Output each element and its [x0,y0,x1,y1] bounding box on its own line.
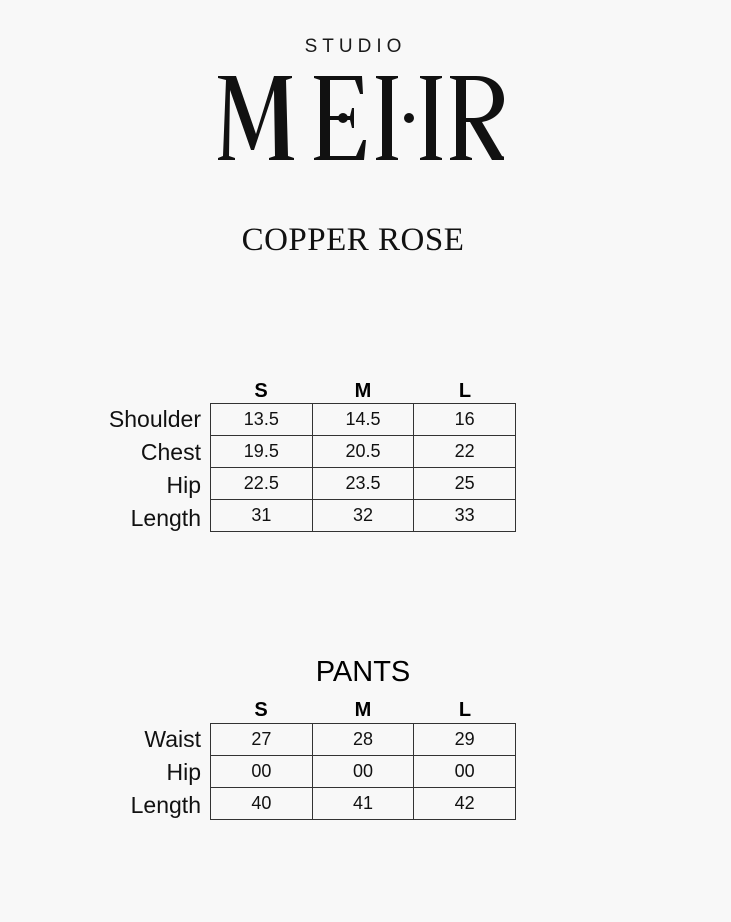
pants-size-table [210,723,516,820]
table-row [211,468,516,500]
table-row [211,788,516,820]
pants-table-column-headers [210,699,516,722]
brand-logo-icon [214,74,504,164]
table-row [211,436,516,468]
table-cell: 00 [414,756,516,788]
column-header-m: M [354,699,372,721]
table-cell: 27 [211,724,313,756]
table-cell: 42 [414,788,516,820]
table-cell: 00 [312,756,414,788]
row-label-chest: Chest [140,439,201,465]
row-label-shoulder: Shoulder [108,406,201,432]
top-table-column-headers [210,380,516,403]
table-row [211,724,516,756]
column-header-l: L [458,380,472,402]
table-cell: 33 [414,500,516,532]
column-header-l: L [458,699,472,721]
table-row [211,404,516,436]
table-cell: 16 [414,404,516,436]
table-cell: 41 [312,788,414,820]
collection-title: COPPER ROSE [241,222,465,258]
row-label-hip: Hip [166,472,201,498]
table-cell: 23.5 [312,468,414,500]
table-row [211,500,516,532]
column-header-s: S [254,699,268,721]
table-cell: 32 [312,500,414,532]
row-label-length: Length [130,792,201,818]
brand-logo [214,74,504,164]
table-cell: 19.5 [211,436,313,468]
column-header-m: M [354,380,372,402]
table-cell: 31 [211,500,313,532]
table-cell: 29 [414,724,516,756]
table-row [211,756,516,788]
table-cell: 00 [211,756,313,788]
row-label-length: Length [130,505,201,531]
top-table-row-labels [109,403,201,535]
table-cell: 25 [414,468,516,500]
studio-label: STUDIO [304,36,407,57]
table-cell: 20.5 [312,436,414,468]
top-size-table [210,403,516,532]
table-cell: 28 [312,724,414,756]
row-label-hip: Hip [166,759,201,785]
table-cell: 14.5 [312,404,414,436]
table-cell: 13.5 [211,404,313,436]
table-cell: 40 [211,788,313,820]
pants-table-row-labels [131,723,201,822]
row-label-waist: Waist [144,726,201,752]
column-header-s: S [254,380,268,402]
table-cell: 22 [414,436,516,468]
table-cell: 22.5 [211,468,313,500]
pants-title: PANTS [315,656,411,688]
